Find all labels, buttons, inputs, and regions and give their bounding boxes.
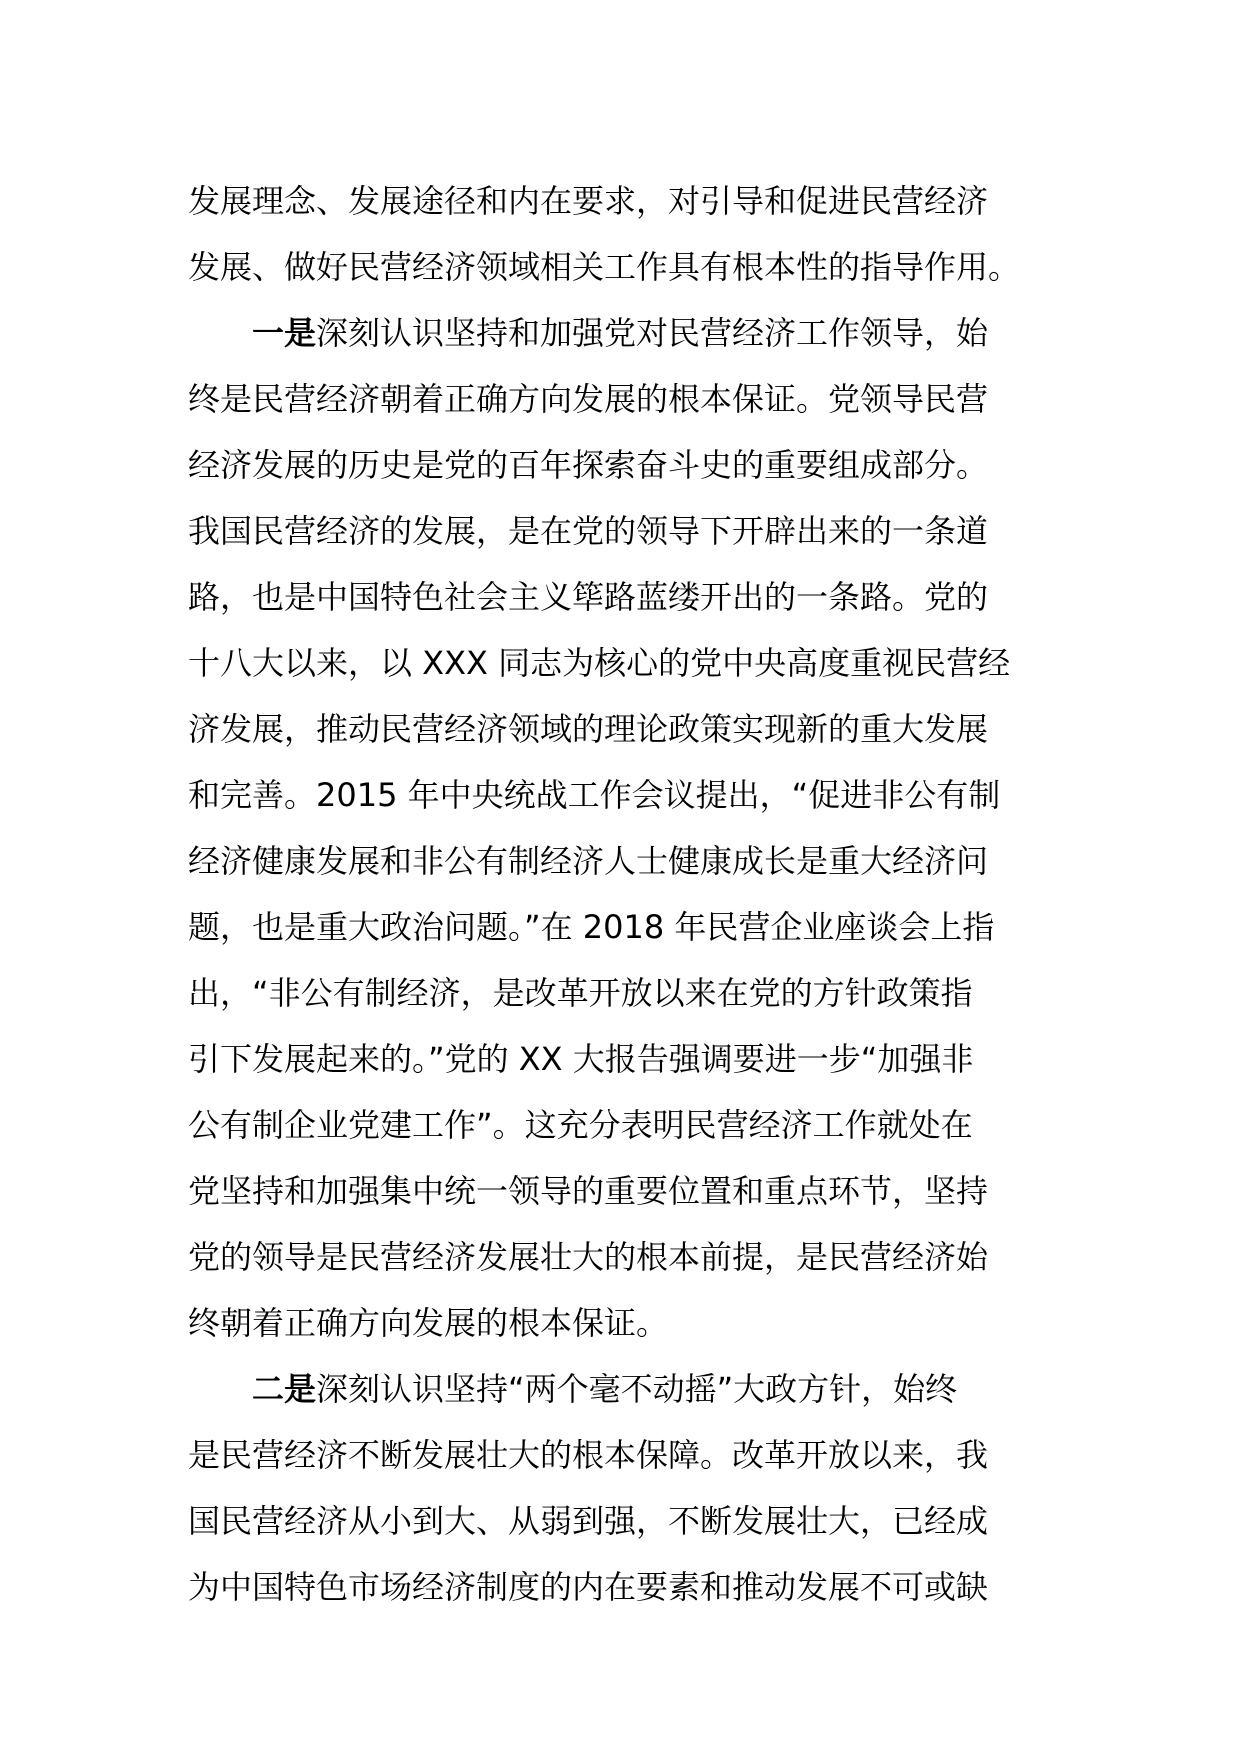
text-line — [188, 366, 1068, 432]
line-text: 终朝着正确方向发展的根本保证。 — [188, 1304, 669, 1342]
line-text: 党的领导是民营经济发展壮大的根本前提，是民营经济始 — [188, 1238, 989, 1276]
line-text: 为中国特色市场经济制度的内在要素和推动发展不可或缺 — [188, 1568, 989, 1606]
paragraph-lead: 一是 — [252, 314, 317, 352]
line-text: 党坚持和加强集中统一领导的重要位置和重点环节，坚持 — [188, 1172, 989, 1210]
text-line — [188, 1422, 1068, 1488]
paragraph-lead: 二是 — [252, 1370, 317, 1408]
text-line — [188, 1356, 1068, 1422]
line-text: 引下发展起来的。”党的 XX 大报告强调要进一步“加强非 — [188, 1040, 974, 1078]
line-text: 是民营经济不断发展壮大的根本保障。改革开放以来，我 — [188, 1436, 989, 1474]
text-line — [188, 1026, 1068, 1092]
text-line — [188, 696, 1068, 762]
text-line — [188, 432, 1068, 498]
text-line — [188, 1224, 1068, 1290]
line-text: 和完善。2015 年中央统战工作会议提出，“促进非公有制 — [188, 776, 1001, 814]
text-line — [188, 960, 1068, 1026]
text-line — [188, 564, 1068, 630]
line-text: 发展理念、发展途径和内在要求，对引导和促进民营经济 — [188, 182, 989, 220]
text-line — [188, 762, 1068, 828]
text-line — [188, 168, 1068, 234]
text-line — [188, 828, 1068, 894]
text-line — [188, 894, 1068, 960]
line-text: 题，也是重大政治问题。”在 2018 年民营企业座谈会上指 — [188, 908, 995, 946]
line-text: 经济健康发展和非公有制经济人士健康成长是重大经济问 — [188, 842, 989, 880]
line-text: 济发展，推动民营经济领域的理论政策实现新的重大发展 — [188, 710, 989, 748]
line-text: 深刻认识坚持“两个毫不动摇”大政方针，始终 — [316, 1370, 958, 1408]
text-line — [188, 1092, 1068, 1158]
line-text: 我国民营经济的发展，是在党的领导下开辟出来的一条道 — [188, 512, 989, 550]
line-text: 出，“非公有制经济，是改革开放以来在党的方针政策指 — [188, 974, 973, 1012]
text-line — [188, 630, 1068, 696]
line-text: 深刻认识坚持和加强党对民营经济工作领导，始 — [316, 314, 989, 352]
line-text: 发展、做好民营经济领域相关工作具有根本性的指导作用。 — [188, 248, 1021, 286]
text-line — [188, 498, 1068, 564]
line-text: 经济发展的历史是党的百年探索奋斗史的重要组成部分。 — [188, 446, 989, 484]
line-text: 路，也是中国特色社会主义筚路蓝缕开出的一条路。党的 — [188, 578, 989, 616]
text-line — [188, 300, 1068, 366]
text-line — [188, 1290, 1068, 1356]
line-text: 终是民营经济朝着正确方向发展的根本保证。党领导民营 — [188, 380, 989, 418]
body-text — [188, 168, 1068, 1620]
line-text: 十八大以来，以 XXX 同志为核心的党中央高度重视民营经 — [188, 644, 1011, 682]
line-text: 国民营经济从小到大、从弱到强，不断发展壮大，已经成 — [188, 1502, 989, 1540]
text-line — [188, 234, 1068, 300]
line-text: 公有制企业党建工作”。这充分表明民营经济工作就处在 — [188, 1106, 973, 1144]
text-line — [188, 1554, 1068, 1620]
text-line — [188, 1488, 1068, 1554]
text-line — [188, 1158, 1068, 1224]
